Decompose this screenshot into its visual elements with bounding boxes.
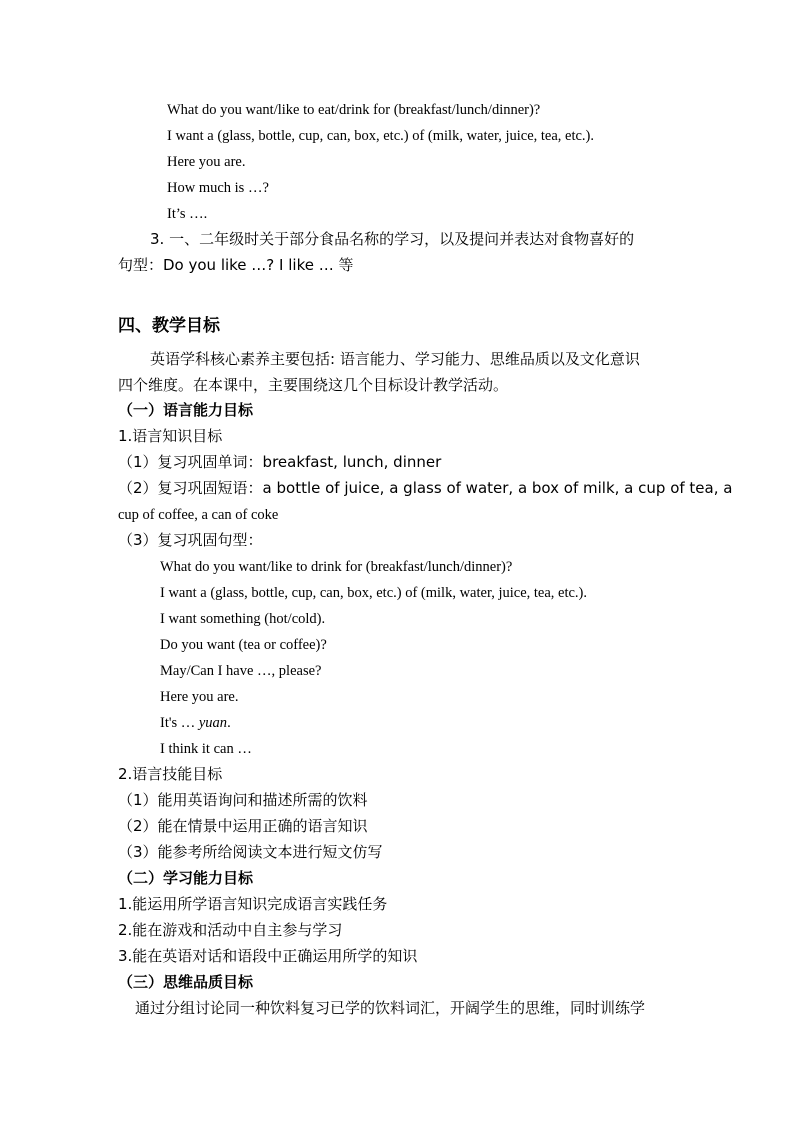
pattern-line: I think it can …	[160, 741, 252, 757]
pattern-line: What do you want/like to drink for (breakfast/lunch/dinner)?	[160, 559, 513, 575]
pattern-line: Here you are.	[160, 689, 239, 705]
numbered-item-continued: 句型：Do you like …? I like … 等	[118, 256, 354, 274]
list-item: 3.能在英语对话和语段中正确运用所学的知识	[118, 947, 418, 965]
subsection-heading: （一）语言能力目标	[118, 401, 254, 419]
list-item: （3）复习巩固句型：	[118, 531, 263, 549]
numbered-item: 3. 一、二年级时关于部分食品名称的学习，以及提问并表达对食物喜好的	[150, 230, 635, 248]
paragraph: 英语学科核心素养主要包括: 语言能力、学习能力、思维品质以及文化意识	[150, 350, 640, 368]
pattern-line: Do you want (tea or coffee)?	[160, 637, 327, 653]
pattern-line: Here you are.	[167, 154, 246, 170]
list-item: （3）能参考所给阅读文本进行短文仿写	[118, 843, 383, 861]
paragraph: 通过分组讨论同一种饮料复习已学的饮料词汇，开阔学生的思维，同时训练学	[135, 999, 646, 1017]
section-heading: 四、教学目标	[118, 316, 220, 336]
sub-heading: 1.语言知识目标	[118, 427, 223, 445]
pattern-line: I want something (hot/cold).	[160, 611, 326, 627]
pattern-line: How much is …?	[167, 180, 269, 196]
list-item: 2.能在游戏和活动中自主参与学习	[118, 921, 343, 939]
list-item: （1）复习巩固单词：breakfast, lunch, dinner	[118, 453, 442, 471]
pattern-line: I want a (glass, bottle, cup, can, box, etc.) of (milk, water, juice, tea, etc.).	[160, 585, 588, 601]
list-item: （2）能在情景中运用正确的语言知识	[118, 817, 368, 835]
pattern-line: What do you want/like to eat/drink for (breakfast/lunch/dinner)?	[167, 102, 541, 118]
list-item-continued: cup of coffee, a can of coke	[118, 507, 279, 523]
pattern-line: I want a (glass, bottle, cup, can, box, etc.) of (milk, water, juice, tea, etc.).	[167, 128, 595, 144]
list-item: 1.能运用所学语言知识完成语言实践任务	[118, 895, 388, 913]
list-item: （2）复习巩固短语：a bottle of juice, a glass of water, a box of milk, a cup of tea, a	[118, 479, 733, 497]
pattern-line: May/Can I have …, please?	[160, 663, 322, 679]
pattern-line	[160, 716, 231, 731]
pattern-text: .	[227, 715, 231, 731]
pattern-text: It's …	[160, 715, 199, 731]
pattern-line: It’s ….	[167, 206, 208, 222]
list-item: （1）能用英语询问和描述所需的饮料	[118, 791, 368, 809]
pattern-italic-word: yuan	[198, 715, 228, 731]
subsection-heading: （三）思维品质目标	[118, 973, 254, 991]
sub-heading: 2.语言技能目标	[118, 765, 223, 783]
paragraph-continued: 四个维度。在本课中，主要围绕这几个目标设计教学活动。	[118, 376, 509, 394]
subsection-heading: （二）学习能力目标	[118, 869, 254, 887]
